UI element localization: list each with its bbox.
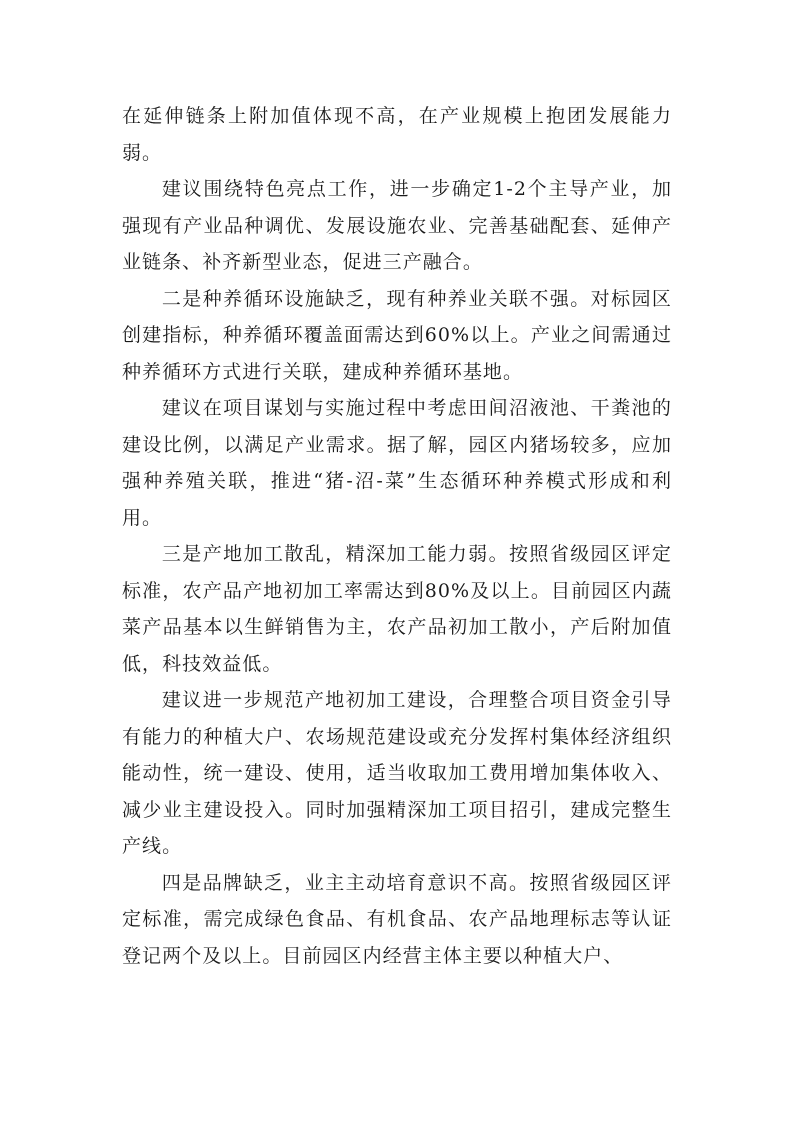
paragraph-suggestion-cycle: 建议在项目谋划与实施过程中考虑田间沼液池、干粪池的建设比例，以满足产业需求。据了解，园区内猪场较多，应加强种养殖关联，推进“猪-沼-菜”生态循环种养模式形成和利用。 xyxy=(122,397,672,529)
paragraph-issue-three: 三是产地加工散乱，精深加工能力弱。按照省级园区评定标准，农产品产地初加工率需达到80%及以上。目前园区内蔬菜产品基本以生鲜销售为主，农产品初加工散小，产后附加值低，科技效益低。 xyxy=(122,543,672,675)
paragraph-continuation: 在延伸链条上附加值体现不高，在产业规模上抱团发展能力弱。 xyxy=(122,105,672,164)
paragraph-suggestion-processing: 建议进一步规范产地初加工建设，合理整合项目资金引导有能力的种植大户、农场规范建设或充分发挥村集体经济组织能动性，统一建设、使用，适当收取加工费用增加集体收入、减少业主建设投入。同时加强精深加工项目招引，建成完整生产线。 xyxy=(122,689,672,857)
document-body xyxy=(122,98,672,974)
paragraph-issue-four: 四是品牌缺乏，业主主动培育意识不高。按照省级园区评定标准，需完成绿色食品、有机食品、农产品地理标志等认证登记两个及以上。目前园区内经营主体主要以种植大户、 xyxy=(122,871,672,967)
paragraph-suggestion-main-industry: 建议围绕特色亮点工作，进一步确定1-2个主导产业，加强现有产业品种调优、发展设施农业、完善基础配套、延伸产业链条、补齐新型业态，促进三产融合。 xyxy=(122,178,672,273)
paragraph-issue-two: 二是种养循环设施缺乏，现有种养业关联不强。对标园区创建指标，种养循环覆盖面需达到60%以上。产业之间需通过种养循环方式进行关联，建成种养循环基地。 xyxy=(122,287,672,383)
